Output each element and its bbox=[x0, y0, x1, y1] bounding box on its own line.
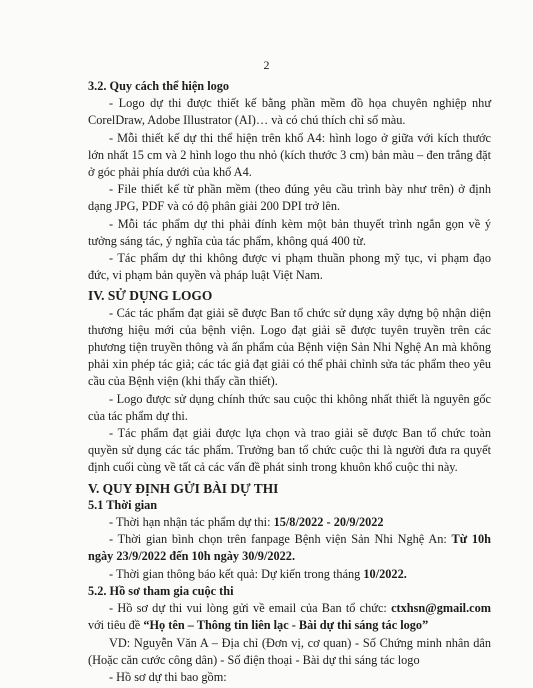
text: - Thời gian thông báo kết quả: Dự kiến trong tháng bbox=[109, 566, 364, 581]
text: - Hồ sơ dự thi vui lòng gửi về email của Ban tổ chức: bbox=[109, 601, 392, 616]
paragraph: - Hồ sơ dự thi bao gồm: bbox=[109, 669, 227, 684]
email-subject: “Họ tên – Thông tin liên lạc - Bài dự thi sáng tác logo” bbox=[143, 618, 429, 633]
paragraph: - Tác phẩm dự thi không được vi phạm thuần phong mỹ tục, vi phạm đạo đức, vi phạm bản quyền và pháp luật Việt Nam. bbox=[88, 251, 491, 283]
section-5-1-heading: 5.1 Thời gian bbox=[88, 497, 158, 512]
date-range: Từ 10h ngày 23/9/2022 đến 10h ngày 30/9/2022. bbox=[88, 532, 491, 564]
email-address: ctxhsn@gmail.com bbox=[391, 601, 491, 616]
paragraph: - Mỗi thiết kế dự thi thể hiện trên khổ A4: hình logo ở giữa với kích thước lớn nhất 15 cm và 2 hình logo thu nhỏ (kích thước 3 cm) bản màu – đen trắng đặt ở góc phải phía dưới của khổ A4. bbox=[88, 130, 491, 180]
section-5-2-heading: 5.2. Hồ sơ tham gia cuộc thi bbox=[88, 583, 234, 598]
text: với tiêu đề bbox=[88, 618, 144, 633]
section-4-heading: IV. SỬ DỤNG LOGO bbox=[88, 288, 213, 304]
date-range: 15/8/2022 - 20/9/2022 bbox=[273, 515, 384, 530]
paragraph: - Logo dự thi được thiết kế bằng phần mềm đồ họa chuyên nghiệp như CorelDraw, Adobe Illustrator (AI)… và có chú thích chỉ số màu. bbox=[88, 96, 491, 128]
section-5-heading: V. QUY ĐỊNH GỬI BÀI DỰ THI bbox=[88, 480, 279, 496]
text: - Thời hạn nhận tác phẩm dự thi: bbox=[109, 515, 274, 530]
paragraph: - Tác phẩm đạt giải được lựa chọn và trao giải sẽ được Ban tổ chức toàn quyền sử dụng các tác phẩm. Trưởng ban tổ chức cuộc thi là người đưa ra quyết định cuối cùng về tất cả các vấn đề phát sinh trong khuôn khổ cuộc thi này. bbox=[88, 426, 491, 475]
page-number: 2 bbox=[263, 58, 270, 72]
document-body bbox=[88, 78, 491, 686]
section-3-2-heading: 3.2. Quy cách thể hiện logo bbox=[88, 79, 230, 93]
paragraph: - Logo được sử dụng chính thức sau cuộc thi không nhất thiết là nguyên gốc của tác phẩm dự thi. bbox=[88, 391, 491, 423]
paragraph bbox=[88, 514, 491, 531]
paragraph bbox=[88, 600, 491, 634]
paragraph: VD: Nguyễn Văn A – Địa chỉ (Đơn vị, cơ quan) - Số Chứng minh nhân dân (Hoặc căn cước công dân) - Số điện thoại - Bài dự thi sáng tác logo bbox=[88, 635, 491, 667]
paragraph bbox=[88, 566, 491, 583]
paragraph: - Các tác phẩm đạt giải sẽ được Ban tổ chức sử dụng xây dựng bộ nhận diện thương hiệu mới của bệnh viện. Logo đạt giải sẽ được tuyên truyền trên các phương tiện truyền thông và ấn phẩm của Bệnh viện Sản Nhi Nghệ An mà không phải xin phép tác giả; các tác giả đạt giải có thể phải chỉnh sửa tác phẩm theo yêu cầu của Bệnh viện (khi thấy cần thiết). bbox=[88, 305, 491, 389]
paragraph: - File thiết kế từ phần mềm (theo đúng yêu cầu trình bày như trên) ở định dạng JPG, PDF và có độ phân giải 200 DPI trở lên. bbox=[88, 182, 491, 214]
date: 10/2022. bbox=[363, 566, 407, 581]
paragraph: - Mỗi tác phẩm dự thi phải đính kèm một bản thuyết trình ngắn gọn về ý tưởng sáng tác, ý nghĩa của tác phẩm, không quá 400 từ. bbox=[88, 216, 491, 248]
text: - Thời gian bình chọn trên fanpage Bệnh viện Sản Nhi Nghệ An: bbox=[109, 532, 452, 547]
paragraph bbox=[88, 531, 491, 565]
